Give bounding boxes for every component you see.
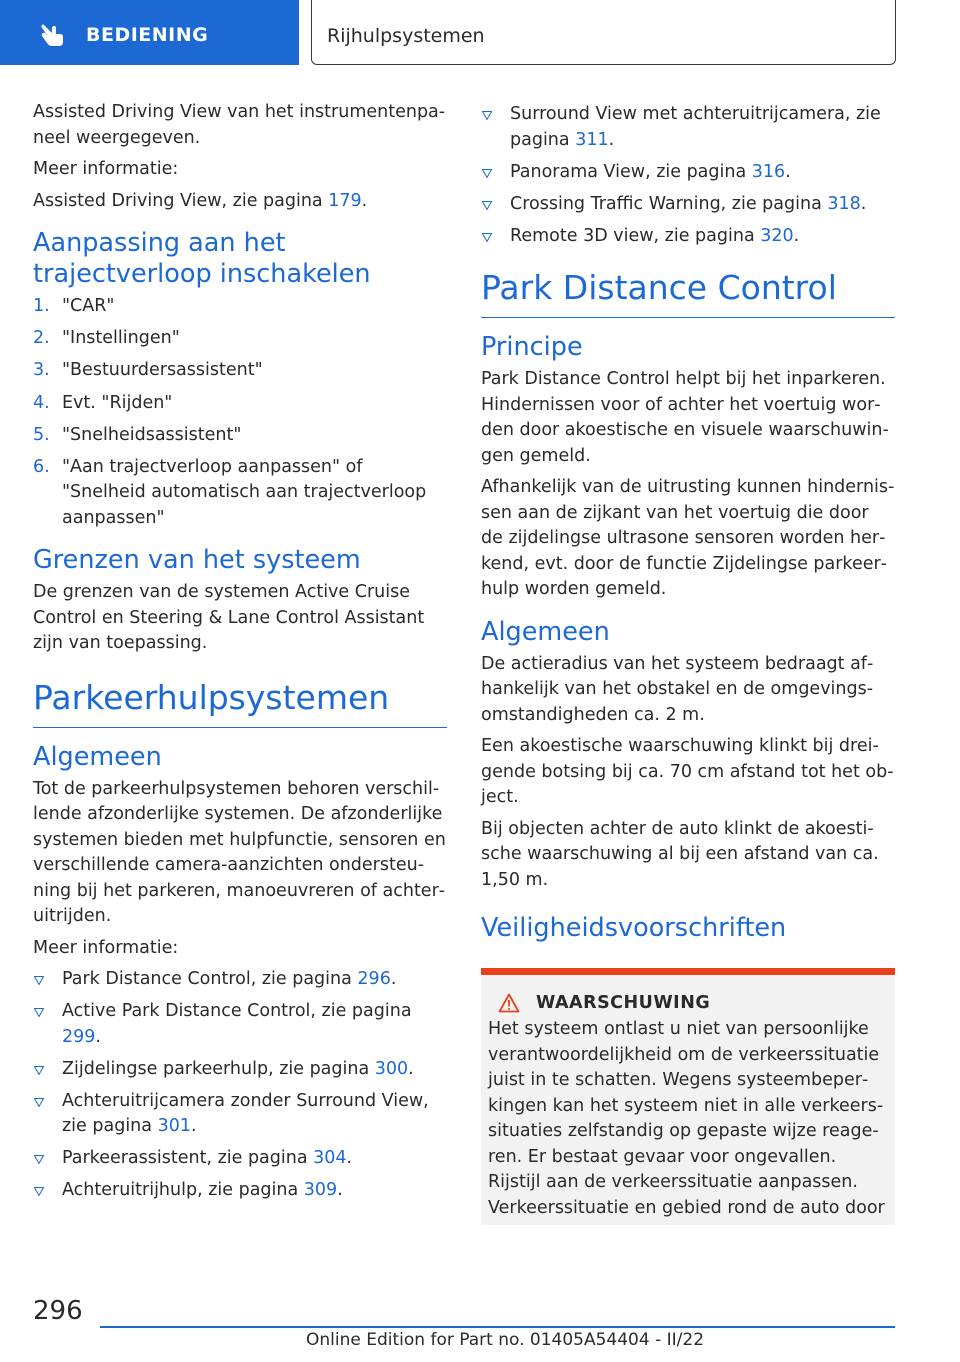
footer-edition: Online Edition for Part no. 01405A54404 - II/22 [306,1330,705,1350]
principe-paragraph-1: Park Distance Control helpt bij het inparkeren. Hindernissen voor of achter het voertuig worden door akoestische en visuele waarschuwingen gemeld. [481,369,889,466]
list-item: Crossing Traffic Warning, zie pagina 318. [481,192,895,218]
warning-triangle-icon [498,993,520,1013]
list-item: Panorama View, zie pagina 316. [481,160,895,186]
heading-veiligheidsvoorschriften: Veiligheidsvoorschriften [481,913,787,943]
left-column [33,100,447,1210]
list-item: Achteruitrijhulp, zie pagina 309. [33,1178,447,1204]
algemeen-paragraph-2: Een akoestische waarschuwing klinkt bij dreigende botsing bij ca. 70 cm afstand tot het object. [481,736,894,807]
heading-algemeen-pdc: Algemeen [481,616,610,647]
more-info-label: Meer informatie: [33,937,179,958]
page-link[interactable]: 179 [328,190,362,211]
triangle-bullet-icon [482,169,492,178]
steps-list [33,294,447,531]
step-item: 6. "Aan trajectverloop aanpassen" of "Snelheid automatisch aan trajectverloop aanpassen" [33,456,427,528]
triangle-bullet-icon [482,233,492,242]
intro-paragraph: Assisted Driving View van het instrumentenpaneel weergegeven. [33,102,446,148]
grenzen-paragraph: De grenzen van de systemen Active Cruise Control en Steering & Lane Control Assistant zijn van toepassing. [33,582,425,654]
more-info-label: Meer informatie: [33,159,179,179]
warning-text: Het systeem ontlast u niet van persoonlijke verantwoordelijkheid om de verkeerssituatie juist in te schatten. Wegens systeembeperkingen kan het systeem niet in alle verkeerssituaties zelfstandig op gepaste wijze reageren. Er bestaat gevaar voor ongevallen. Rijstijl aan de verkeerssituatie aanpassen. Verkeerssituatie en gebied rond de auto door [488,1019,885,1218]
list-item: Park Distance Control, zie pagina 296. [33,967,447,993]
page-number: 296 [33,1296,83,1326]
triangle-bullet-icon [482,201,492,210]
step-item: 1. "CAR" [33,296,115,316]
heading-park-distance-control: Park Distance Control [481,267,895,318]
step-item: 3. "Bestuurdersassistent" [33,360,263,381]
triangle-bullet-icon [34,976,44,985]
page-link[interactable]: 299 [62,1026,96,1047]
list-item: Parkeerassistent, zie pagina 304. [33,1146,447,1172]
list-item: Surround View met achteruitrijcamera, zie pagina 311. [481,102,895,153]
footer-divider [100,1326,895,1328]
page-link[interactable]: 296 [357,969,391,990]
chapter-header [311,0,896,65]
triangle-bullet-icon [482,111,492,120]
triangle-bullet-icon [34,1008,44,1017]
step-item: 5. "Snelheidsassistent" [33,424,242,445]
principe-paragraph-2: Afhankelijk van de uitrusting kunnen hindernissen aan de zijkant van het voertuig die door de zijdelingse ultrasone sensoren worden herkend, evt. door de functie Zijdelingse parkeerhulp worden gemeld. [481,477,895,599]
systems-list [33,967,447,1204]
page-link[interactable]: 301 [157,1116,191,1137]
systems-list-continued [481,102,895,249]
algemeen-paragraph: Tot de parkeerhulpsystemen behoren verschillende afzonderlijke systemen. De afzonderlijke systemen bieden met hulpfunctie, sensoren en verschillende camera-aanzichten ondersteuning bij het parkeren, manoeuvreren of achteruitrijden. [33,778,446,927]
triangle-bullet-icon [34,1187,44,1196]
chapter-title: Rijhulpsystemen [327,25,485,47]
step-item: 4. Evt. "Rijden" [33,392,173,413]
section-label: BEDIENING [86,24,209,46]
list-item: Remote 3D view, zie pagina 320. [481,224,895,250]
heading-grenzen: Grenzen van het systeem [33,545,361,576]
warning-box [481,968,895,1225]
intro-reference: Assisted Driving View, zie pagina 179. [33,190,368,211]
list-item: Zijdelingse parkeerhulp, zie pagina 300. [33,1057,447,1083]
step-item: 2. "Instellingen" [33,328,180,349]
page-link[interactable]: 316 [751,161,786,182]
page-link[interactable]: 311 [575,129,609,150]
right-column [481,100,895,1225]
algemeen-paragraph-3: Bij objecten achter de auto klinkt de akoestische waarschuwing al bij een afstand van ca. 1,50 m. [481,818,879,890]
warning-title: WAARSCHUWING [488,993,887,1013]
heading-parkeerhulpsystemen: Parkeerhulpsystemen [33,677,447,728]
list-item: Achteruitrijcamera zonder Surround View, zie pagina 301. [33,1089,447,1140]
page-link[interactable]: 309 [303,1180,338,1201]
page-link[interactable]: 320 [760,225,794,246]
page-link[interactable]: 318 [827,193,861,214]
section-tab [0,0,299,65]
algemeen-paragraph-1: De actieradius van het systeem bedraagt afhankelijk van het obstakel en de omgevingsomstandigheden ca. 2 m. [481,653,874,725]
heading-aanpassing: Aanpassing aan het trajectverloop inschakelen [33,228,371,289]
triangle-bullet-icon [34,1066,44,1075]
triangle-bullet-icon [34,1155,44,1164]
heading-algemeen: Algemeen [33,741,162,772]
page-link[interactable]: 300 [374,1058,409,1079]
heading-principe: Principe [481,332,583,362]
pointing-hand-icon [40,22,66,48]
triangle-bullet-icon [34,1098,44,1107]
list-item: Active Park Distance Control, zie pagina 299. [33,999,447,1050]
page-link[interactable]: 304 [313,1148,347,1169]
